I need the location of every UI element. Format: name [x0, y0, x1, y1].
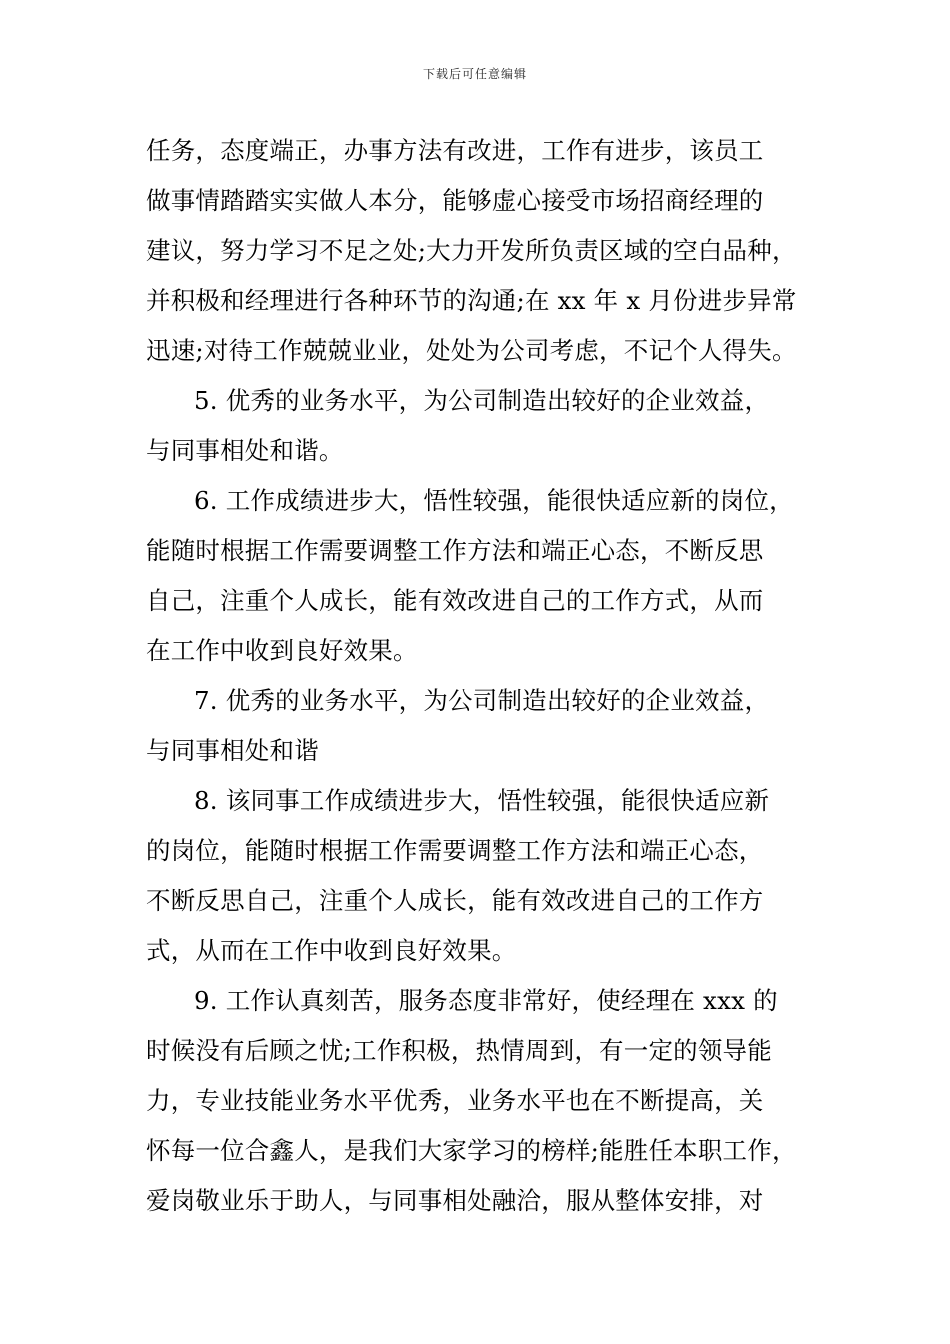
- body-line: 的岗位，能随时根据工作需要调整工作方法和端正心态，: [146, 836, 764, 865]
- body-line: 能随时根据工作需要调整工作方法和端正心态，不断反思: [146, 536, 764, 565]
- list-item-6-line: 6. 工作成绩进步大，悟性较强，能很快适应新的岗位，: [194, 486, 794, 515]
- body-line: 自己，注重个人成长，能有效改进自己的工作方式，从而: [146, 586, 764, 615]
- list-item-8-line: 8. 该同事工作成绩进步大，悟性较强，能很快适应新: [194, 786, 770, 815]
- body-line: 爱岗敬业乐于助人，与同事相处融洽，服从整体安排，对: [146, 1186, 764, 1215]
- body-line: 在工作中收到良好效果。: [146, 636, 418, 665]
- page-header-note: 下载后可任意编辑: [422, 67, 527, 81]
- list-item-9-line: 9. 工作认真刻苦，服务态度非常好，使经理在 xxx 的: [194, 986, 778, 1015]
- body-line: 任务，态度端正，办事方法有改进，工作有进步，该员工: [146, 136, 764, 165]
- body-line: 建议，努力学习不足之处;大力开发所负责区域的空白品种，: [146, 236, 797, 265]
- list-item-7-line: 7. 优秀的业务水平，为公司制造出较好的企业效益，: [194, 686, 770, 715]
- body-line: 力，专业技能业务水平优秀，业务水平也在不断提高，关: [146, 1086, 764, 1115]
- list-item-5-line: 5. 优秀的业务水平，为公司制造出较好的企业效益，: [194, 386, 770, 415]
- body-line: 与同事相处和谐。: [146, 436, 344, 465]
- body-line: 迅速;对待工作兢兢业业，处处为公司考虑，不记个人得失。: [146, 336, 797, 365]
- body-line: 与同事相处和谐: [146, 736, 319, 765]
- body-line: 不断反思自己，注重个人成长，能有效改进自己的工作方: [146, 886, 764, 915]
- body-line: 怀每一位合鑫人，是我们大家学习的榜样;能胜任本职工作，: [146, 1136, 797, 1165]
- body-line: 做事情踏踏实实做人本分，能够虚心接受市场招商经理的: [146, 186, 764, 215]
- body-line: 时候没有后顾之忧;工作积极，热情周到，有一定的领导能: [146, 1036, 772, 1065]
- body-line: 并积极和经理进行各种环节的沟通;在 xx 年 x 月份进步异常: [146, 286, 797, 315]
- body-line: 式，从而在工作中收到良好效果。: [146, 936, 517, 965]
